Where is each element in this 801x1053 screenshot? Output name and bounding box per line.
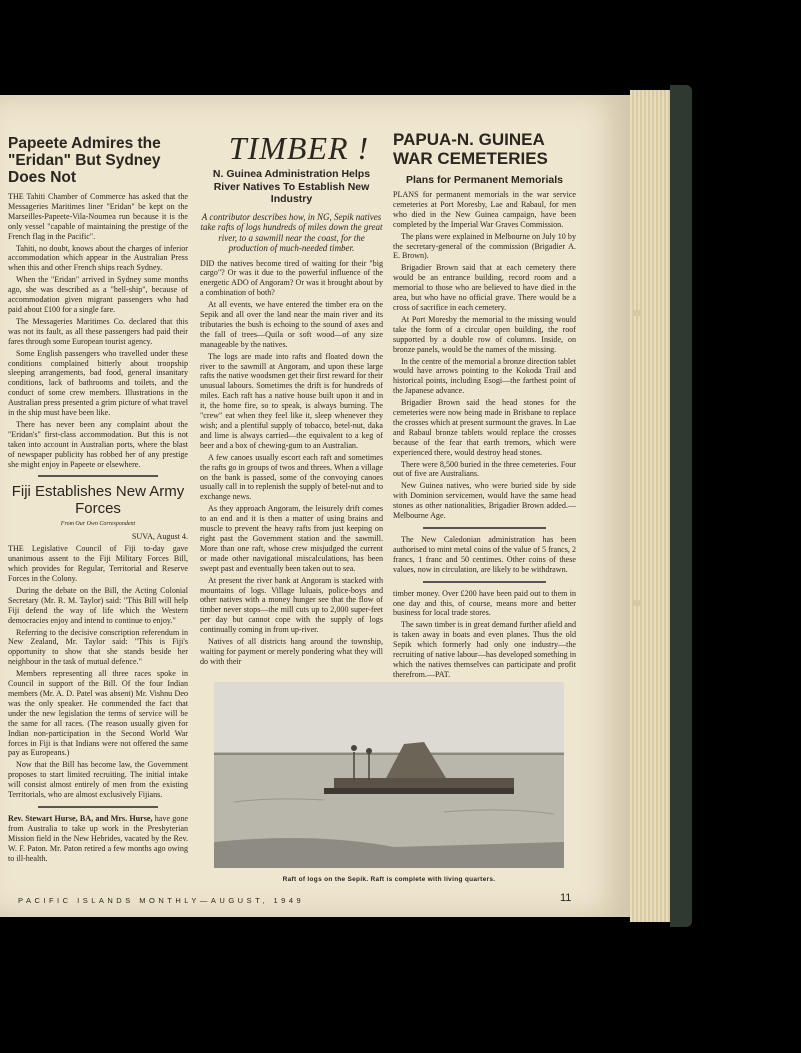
article-paragraph: A few canoes usually escort each raft and sometimes the rafts go in groups of twos and threes. When a village on the bank is passed, some of the convoying canoes usually call in to replenish the supply of betel-nut and to exchange news.: [200, 452, 383, 502]
article-paragraph: Some English passengers who travelled under these conditions complained bitterly about troopship sleeping arrangements, bad food, general insanitary conditions, lack of bathrooms and toilets, and the conduct of some crew members. Illustrations in the Australian press presented a grim picture of what travel in the ship must have been like.: [8, 348, 188, 418]
article-paragraph: THE Tahiti Chamber of Commerce has asked that the Messageries Maritimes liner "Eridan" be kept on the Marseilles-Papeete-Vila-Noumea run because it is the only vessel "capable of maintaining the prestige of the French flag in the Pacific".: [8, 192, 188, 241]
article-paragraph: New Guinea natives, who were buried side by side with Dominion servicemen, would have the same head stones as other nationalities, Brigadier Brown added.—Melbourne Age.: [393, 481, 576, 521]
subhead-cemeteries: Plans for Permanent Memorials: [406, 174, 563, 186]
raft-photo: [214, 682, 564, 868]
article-paragraph: The sawn timber is in great demand further afield and is taken away in boats and even planes. Thus the old Sepik which formerly had only one industry—the recruiting of native labour—has developed something in which the natives themselves can participate and profit therefrom.—PAT.: [393, 620, 576, 679]
article-paragraph: PLANS for permanent memorials in the war service cemeteries at Port Moresby, Lae and Rabaul, for men who died in the New Guinea campaign, have been completed by the Imperial War Graves Commission.: [393, 190, 576, 229]
article-paragraph: DID the natives become tired of waiting for their "big cargo"? Or was it due to the powerful influence of the energetic ADO of Angoram? Or was it brought about by a combination of both?: [200, 258, 383, 298]
article-paragraph: Brigadier Brown said that at each cemetery there would be an entrance building, record room and a memorial to those who are believed to have died in the area, but who have no official grave. There would be a cross of sacrifice in each cemetery.: [393, 263, 576, 312]
article-paragraph: Members representing all three races spoke in Council in support of the Bill. Of the four Indian members (Mr. A. D. Patel was absent) Mr. Vishnu Deo was the only speaker. He commended the fact that under the new legislation the terms of service will be the same for all races. (The reason usually given for Indian non-participation in the Second World War forces in Fiji is that Indians were not offered the same pay as Europeans.): [8, 669, 188, 758]
note-name: Rev. Stewart Hurse, BA, and Mrs. Hurse,: [8, 813, 153, 823]
personal-note: [8, 814, 188, 864]
dateline: SUVA, August 4.: [131, 532, 188, 542]
divider: [38, 475, 158, 477]
raft-photo-illustration: [214, 682, 564, 868]
page-footer: PACIFIC ISLANDS MONTHLY—AUGUST, 1949: [18, 896, 305, 905]
article-paragraph: Now that the Bill has become law, the Government proposes to start limited recruiting. The initial intake will consist almost entirely of men from the existing Territorials, who are almost exclusively Fijians.: [8, 760, 188, 800]
headline-fiji: Fiji Establishes New Army Forces: [11, 483, 185, 518]
byline: From Our Own Correspondent: [60, 521, 136, 528]
column-right: [393, 130, 576, 682]
article-paragraph: During the debate on the Bill, the Acting Colonial Secretary (Mr. R. M. Taylor) said: "This Bill will help Fiji defend the way of life which the Western democracies enjoy and intend to continue to enjoy.": [8, 585, 188, 625]
page-tab: [632, 600, 640, 606]
article-paragraph: Brigadier Brown said the head stones for the cemeteries were now being made in Brisbane to replace the crosses which at present surmount the graves. In Lae and Rabaul bronze tablets would replace the crosses because of the fear that earth tremors, which were experienced there, would destroy head stones.: [393, 398, 576, 457]
page-tab: [632, 310, 640, 316]
article-paragraph: In the centre of the memorial a bronze direction tablet would have arrows pointing to the Kokoda Trail and historical points, including Esogi—the farthest point of the Japanese advance.: [393, 356, 576, 396]
article-paragraph: Natives of all districts hang around the township, waiting for payment or merely pondering what they will do with their: [200, 637, 383, 666]
article-paragraph: At Port Moresby the memorial to the missing would take the form of a circular open building, the roof supported by a double row of columns. Inside, on bronze panels, would be the names of the missing.: [393, 314, 576, 354]
article-paragraph: The New Caledonian administration has been authorised to mint metal coins of the value of 5 francs, 2 francs, 1 franc and 50 centimes. Other coins of these values, now in circulation, are likely to be withdrawn.: [393, 535, 576, 574]
divider: [423, 581, 546, 583]
photo-caption: Raft of logs on the Sepik. Raft is complete with living quarters.: [282, 876, 496, 883]
article-paragraph: THE Legislative Council of Fiji to-day gave unanimous assent to the Fiji Military Forces Bill, which provides for Regular, Territorial and Reserve Forces in the Colony.: [8, 544, 188, 583]
page-edges: [630, 90, 670, 922]
headline-eridan: Papeete Admires the "Eridan" But Sydney Does Not: [8, 135, 161, 186]
article-paragraph: There were 8,500 buried in the three cemeteries. Four out of five are Australians.: [393, 459, 576, 479]
article-paragraph: The plans were explained in Melbourne on July 10 by the secretary-general of the commission (Brigadier A. E. Brown).: [393, 231, 576, 261]
article-paragraph: Tahiti, no doubt, knows about the charges of inferior accommodation which appear in the Australian Press when this and other French ships reach Sydney.: [8, 243, 188, 273]
article-paragraph: There has never been any complaint about the "Eridan's" first-class accommodation. But this is not taken into account in Australian ports, where the blast of newspaper publicity has robbed her of any prestige she might enjoy in Papeete or elsewhere.: [8, 419, 188, 469]
divider: [38, 806, 158, 808]
article-paragraph: The Messageries Maritimes Co. declared that this was not its fault, as all these passengers had paid their fares through some European tourist agency.: [8, 316, 188, 346]
page-number: 11: [560, 892, 572, 904]
article-paragraph: timber money. Over £200 have been paid out to them in one day and this, of course, means more and better business for local trade stores.: [393, 588, 576, 618]
divider: [423, 527, 546, 529]
headline-cemeteries: PAPUA-N. GUINEA WAR CEMETERIES: [393, 130, 548, 168]
article-paragraph: At all events, we have entered the timber era on the Sepik and all over the land near the main river and its tributaries the bush is echoing to the sound of axes and the fall of trees—Quila or soft wood—of any size manageable by the natives.: [200, 300, 383, 349]
article-paragraph: When the "Eridan" arrived in Sydney some months ago, she was described as a "hell-ship", because of accommodation given migrant passengers who had paid about £100 for a single fare.: [8, 275, 188, 314]
column-middle: [200, 168, 383, 669]
headline-timber: TIMBER !: [228, 130, 370, 166]
article-paragraph: As they approach Angoram, the leisurely drift comes to an end and it is then a matter of using brains and muscle to prevent the heavy rafts from just keeping on right past the Government station and the sawmill. More than one raft, whose crew misjudged the current or made other navigational miscalculations, has been swept past and eventually been taken out to sea.: [200, 504, 383, 573]
book-binding: [670, 85, 692, 927]
article-paragraph: Referring to the decisive conscription referendum in New Zealand, Mr. Taylor said: "This is Fiji's opportunity to show that she stands beside her neighbour in the task of mutual defence.": [8, 627, 188, 667]
subhead-timber: N. Guinea Administration Helps River Natives To Establish New Industry: [212, 168, 371, 205]
note-text: have gone from Australia to take up work in the Presbyterian Mission field in the New Hebrides, vacated by the Rev. W. F. Paton. Mr. Paton retired a few months ago owing to ill-health.: [8, 813, 189, 863]
article-paragraph: At present the river bank at Angoram is stacked with mountains of logs. Village luluais, police-boys and other natives with a money hunger see that the flow of timber never stops—the mill cuts up to 2,000 super-feet per day but cannot cope with the supply of logs continually coming in from up-river.: [200, 575, 383, 635]
standfirst: A contributor describes how, in NG, Sepik natives take rafts of logs hundreds of miles down the great river, to a sawmill near the coast, for the production of much-needed timber.: [200, 211, 383, 253]
column-left: [8, 135, 188, 865]
article-paragraph: The logs are made into rafts and floated down the river to the sawmill at Angoram, and upon these large rafts the native woodsmen get their first reward for their unusual labours. Sometimes the drift is for hundreds of miles. Each raft has a native house built upon it and in it, the home fire, so to speak, is always burning. The "crew" eat when they feel like it, sleep whenever they wish; and a plentiful supply of tobacco, betel-nut, daka and lime is always carried—the equivalent to a keg of beer and a box of chewing-gum to an Australian.: [200, 351, 383, 450]
